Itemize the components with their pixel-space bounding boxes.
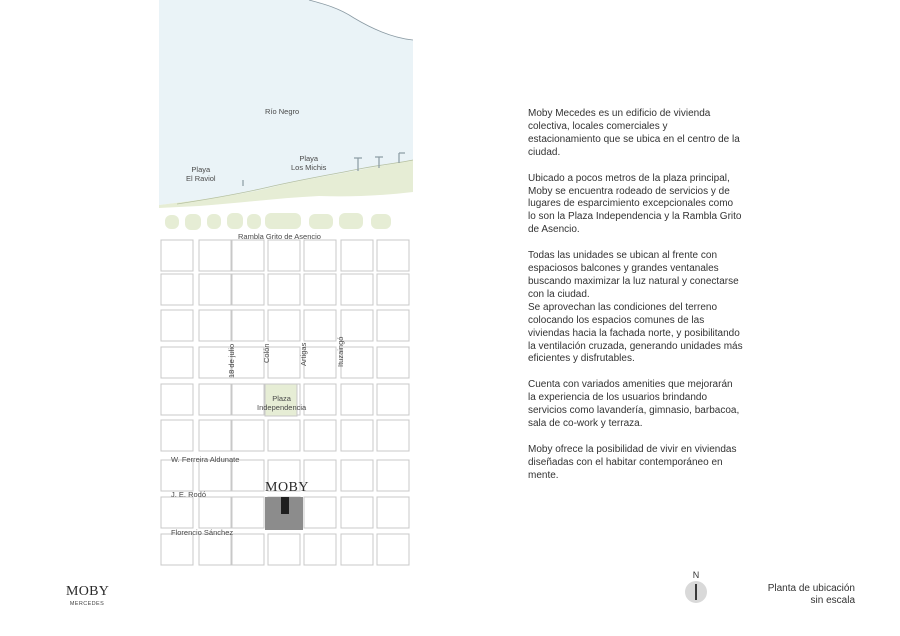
map-caption <box>745 583 855 607</box>
city-block <box>199 240 231 271</box>
street-label-rodo: J. E. Rodó <box>171 490 207 499</box>
city-block <box>304 420 336 451</box>
city-block <box>268 534 300 565</box>
description-paragraph: Moby ofrece la posibilidad de vivir en viviendas diseñadas con el habitar contemporáneo en mente. <box>528 443 737 481</box>
city-block <box>304 384 336 415</box>
rambla-green-strip <box>165 213 391 230</box>
green-patch <box>165 215 179 229</box>
city-block <box>161 347 193 378</box>
beach-label-line2: El Raviol <box>186 174 216 183</box>
green-patch <box>207 214 221 229</box>
city-block <box>304 347 336 378</box>
city-block <box>341 347 373 378</box>
green-patch <box>265 213 301 229</box>
green-patch <box>185 214 201 230</box>
brand-logo <box>66 584 108 608</box>
beach-label-line1: Playa <box>191 165 211 174</box>
city-block <box>232 460 264 491</box>
city-block <box>161 460 193 491</box>
green-patch <box>339 213 363 229</box>
green-patch <box>371 214 391 229</box>
city-block <box>377 274 409 305</box>
north-needle <box>695 584 697 600</box>
north-arrow-icon <box>685 581 707 603</box>
city-block <box>377 460 409 491</box>
city-block <box>341 420 373 451</box>
street-label-ferreira-aldunate: W. Ferreira Aldunate <box>171 455 240 464</box>
city-block <box>199 310 231 341</box>
city-block <box>377 497 409 528</box>
city-block <box>199 497 231 528</box>
city-block <box>161 534 193 565</box>
river-label: Río Negro <box>265 107 300 116</box>
project-description <box>528 108 743 496</box>
city-block <box>341 310 373 341</box>
street-label-18-de-julio: 18 de julio <box>227 343 236 378</box>
street-label-artigas: Artigas <box>299 342 308 366</box>
city-block <box>341 240 373 271</box>
city-block <box>341 497 373 528</box>
caption-title: Planta de ubicación <box>767 583 855 594</box>
green-patch <box>247 214 261 229</box>
city-block <box>268 240 300 271</box>
city-block <box>304 497 336 528</box>
city-block <box>377 534 409 565</box>
city-block <box>341 460 373 491</box>
location-map <box>159 0 413 570</box>
city-block <box>199 460 231 491</box>
moby-building <box>281 497 289 514</box>
city-block <box>161 274 193 305</box>
city-block <box>304 240 336 271</box>
beach-label-line2: Los Michis <box>291 163 327 172</box>
description-paragraph: Moby Mecedes es un edificio de vivienda colectiva, locales comerciales y estacionamiento que se ubica en el centro de la ciudad. <box>528 108 740 158</box>
city-block <box>199 534 231 565</box>
city-block <box>268 347 300 378</box>
green-patch <box>309 214 333 229</box>
city-block <box>232 310 264 341</box>
city-block <box>232 274 264 305</box>
city-block <box>341 534 373 565</box>
rambla-label: Rambla Grito de Asencio <box>238 232 321 241</box>
city-block <box>377 420 409 451</box>
caption-scale-note: sin escala <box>810 595 855 606</box>
plaza-label-line1: Plaza <box>272 394 291 403</box>
green-patch <box>227 213 243 229</box>
street-label-ituzaingo: Ituzaingó <box>336 336 345 367</box>
city-block <box>377 240 409 271</box>
plaza-label-line2: Independencia <box>257 403 307 412</box>
city-block <box>161 240 193 271</box>
description-paragraph: Cuenta con variados amenities que mejorarán la experiencia de los usuarios brindando servicios como lavandería, gimnasio, barbacoa, sala de co-work y terraza. <box>528 379 740 430</box>
city-block <box>199 420 231 451</box>
city-block <box>161 310 193 341</box>
city-block <box>268 420 300 451</box>
description-paragraph: Todas las unidades se ubican al frente con espaciosos balcones y grandes ventanales buscando maximizar la luz natural y conectarse con la ciudad. Se aprovechan las condiciones del terreno colocando los espacios comunes de las viviendas hacia la fachada norte, y posibilitando la ventilación cruzada, generando unidades más eficientes y disfrutables. <box>528 250 743 365</box>
north-arrow <box>683 570 709 603</box>
city-block <box>199 384 231 415</box>
street-label-florencio-sanchez: Florencio Sánchez <box>171 528 234 537</box>
city-block <box>232 347 264 378</box>
city-block <box>232 240 264 271</box>
moby-map-label: MOBY <box>265 480 310 495</box>
brand-name: MOBY <box>66 584 110 599</box>
city-block <box>161 420 193 451</box>
city-block <box>304 274 336 305</box>
city-block <box>161 497 193 528</box>
north-letter: N <box>692 570 700 580</box>
city-block <box>377 310 409 341</box>
city-block <box>161 384 193 415</box>
description-paragraph: Ubicado a pocos metros de la plaza principal, Moby se encuentra rodeado de servicios y de lugares de esparcimiento excepcionales como lo son la Plaza Independencia y la Rambla Grito de Asencio. <box>528 172 742 236</box>
street-label-colon: Colón <box>262 343 271 363</box>
plaza-label <box>257 394 306 412</box>
city-block <box>304 310 336 341</box>
city-block <box>199 274 231 305</box>
city-block <box>341 384 373 415</box>
city-block <box>232 497 264 528</box>
city-block <box>304 534 336 565</box>
city-block <box>268 274 300 305</box>
brand-subtitle: MERCEDES <box>69 601 105 607</box>
city-block <box>232 420 264 451</box>
city-block <box>268 310 300 341</box>
city-block <box>341 274 373 305</box>
beach-label-los-michis <box>291 154 326 172</box>
city-block <box>377 384 409 415</box>
beach-label-line1: Playa <box>299 154 319 163</box>
city-block <box>377 347 409 378</box>
beach-label-el-raviol <box>186 165 216 183</box>
city-block <box>232 534 264 565</box>
